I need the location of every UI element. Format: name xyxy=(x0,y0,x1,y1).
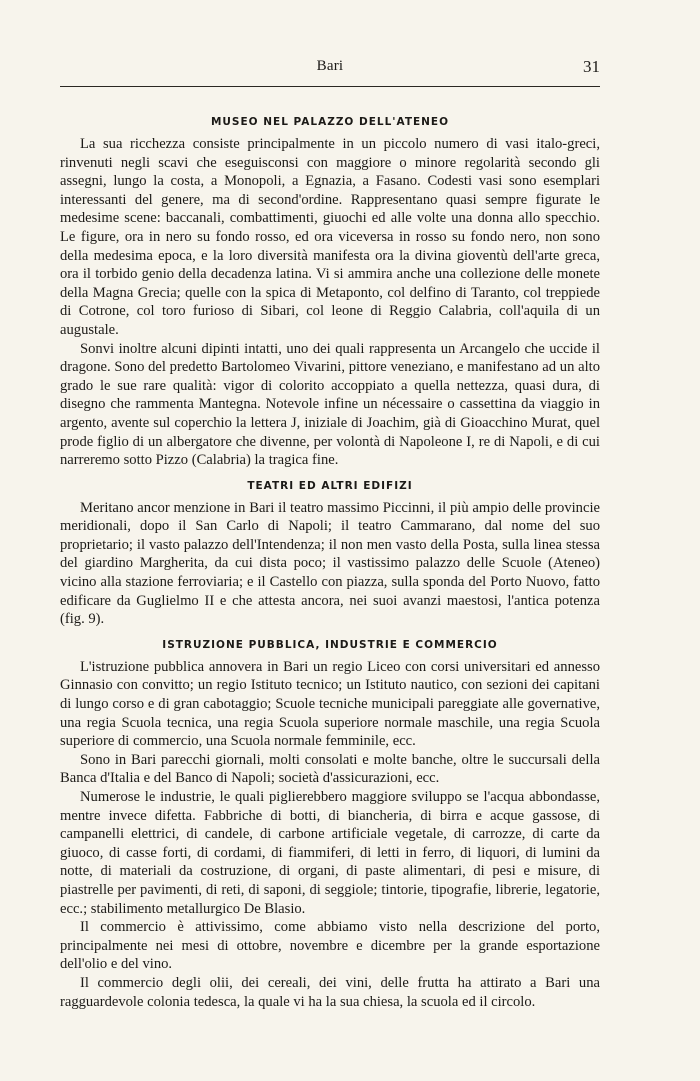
paragraph: Il commercio è attivissimo, come abbiamo visto nella descrizione del porto, principalmente nei mesi di ottobre, novembre e dicembre per la grande esportazione dell'olio e del vino. xyxy=(60,919,600,973)
paragraph: Meritano ancor menzione in Bari il teatro massimo Piccinni, il più ampio delle provincie meridionali, dopo il San Carlo di Napoli; il teatro Cammarano, dal nome del suo proprietario; il vasto palazzo dell'Intendenza; il non men vasto della Posta, sulla linea stessa del giardino Margherita, da cui dista poco; il vastissimo palazzo delle Scuole (Ateneo) vicino alla stazione ferroviaria; e il Castello con piazza, sulla sponda del Porto Nuovo, fatto edificare da Guglielmo II e che attesta ancora, nei suoi avanzi maestosi, l'antica potenza (fig. 9). xyxy=(60,499,600,628)
paragraph: La sua ricchezza consiste principalmente in un piccolo numero di vasi italo-greci, rinvenuti negli scavi che eseguisconsi con maggiore o minore regolarità secondo gli assegni, lungo la costa, a Monopoli, a Egnazia, a Fasano. Codesti vasi sono esemplari interessanti del genere, ma di second'ordine. Rappresentano quasi sempre figurate le medesime scene: baccanali, combattimenti, giuochi ed alle volte una donna allo specchio. Le figure, ora in nero su fondo rosso, ed ora viceversa in rosso su fondo nero, non sono della medesima epoca, e la loro diversità manifesta ora la divina gioventù dell'arte greca, ora il torbido genio della decadenza latina. Vi si ammira anche una collezione delle monete della Magna Grecia; quelle con la spica di Metaponto, col delfino di Taranto, col treppiede di Cotrone, col toro furioso di Sibari, col leone di Reggio Calabria, coll'aquila di un augustale. xyxy=(60,136,600,338)
running-title: Bari xyxy=(316,58,344,74)
page-number: 31 xyxy=(583,57,600,76)
paragraph: L'istruzione pubblica annovera in Bari un regio Liceo con corsi universitari ed annesso Ginnasio con convitto; un regio Istituto tecnico; un Istituto nautico, con sezioni dei capitani di lungo corso e di gran cabotaggio; Scuole tecniche municipali pareggiate alle governative, una regia Scuola tecnica, una regia Scuola superiore normale maschile, una regia Scuola superiore di commercio, una Scuola normale femminile, ecc. xyxy=(60,658,600,750)
paragraph: Sonvi inoltre alcuni dipinti intatti, uno dei quali rappresenta un Arcangelo che uccide il dragone. Sono del predetto Bartolomeo Vivarini, pittore veneziano, e manifestano ad un alto grado le sue rare qualità: vigor di colorito accoppiato a quella nettezza, quasi dura, di disegno che rammenta Mantegna. Notevole infine un nécessaire o cassettina da viaggio in argento, avente sul coperchio la lettera J, iniziale di Joachim, già di Gioacchino Murat, quel prode figlio di un albergatore che divenne, per volontà di Napoleone I, re di Napoli, e di cui narreremo sotto Pizzo (Calabria) la tragica fine. xyxy=(60,340,600,469)
section-title-museo: MUSEO NEL PALAZZO DELL'ATENEO xyxy=(210,116,450,128)
paragraph: Sono in Bari parecchi giornali, molti consolati e molte banche, oltre le succursali della Banca d'Italia e del Banco di Napoli; società d'assicurazioni, ecc. xyxy=(60,751,600,787)
page-header xyxy=(60,58,600,82)
page-body xyxy=(60,116,600,1011)
paragraph: Il commercio degli olii, dei cereali, dei vini, delle frutta ha attirato a Bari una ragguardevole colonia tedesca, la quale vi ha la sua chiesa, la scuola ed il circolo. xyxy=(60,974,600,1010)
section-title-istruzione: ISTRUZIONE PUBBLICA, INDUSTRIE E COMMERCIO xyxy=(162,638,498,651)
section-title-teatri: TEATRI ED ALTRI EDIFIZI xyxy=(247,479,413,492)
header-rule xyxy=(60,86,600,87)
paragraph: Numerose le industrie, le quali piglierebbero maggiore sviluppo se l'acqua abbondasse, mentre invece difetta. Fabbriche di botti, di biancheria, di birra e acque gassose, di campanelli elettrici, di candele, di carbone artificiale vegetale, di carrozze, di carte da giuoco, di casse forti, di cordami, di fiammiferi, di letti in ferro, di liquori, di lumini da notte, di materiali da costruzione, di organi, di paste alimentari, di pesi e misure, di piastrelle per pavimenti, di reti, di saponi, di seggiole; tintorie, tipografie, librerie, legatorie, ecc.; stabilimento metallurgico De Blasio. xyxy=(60,789,600,917)
